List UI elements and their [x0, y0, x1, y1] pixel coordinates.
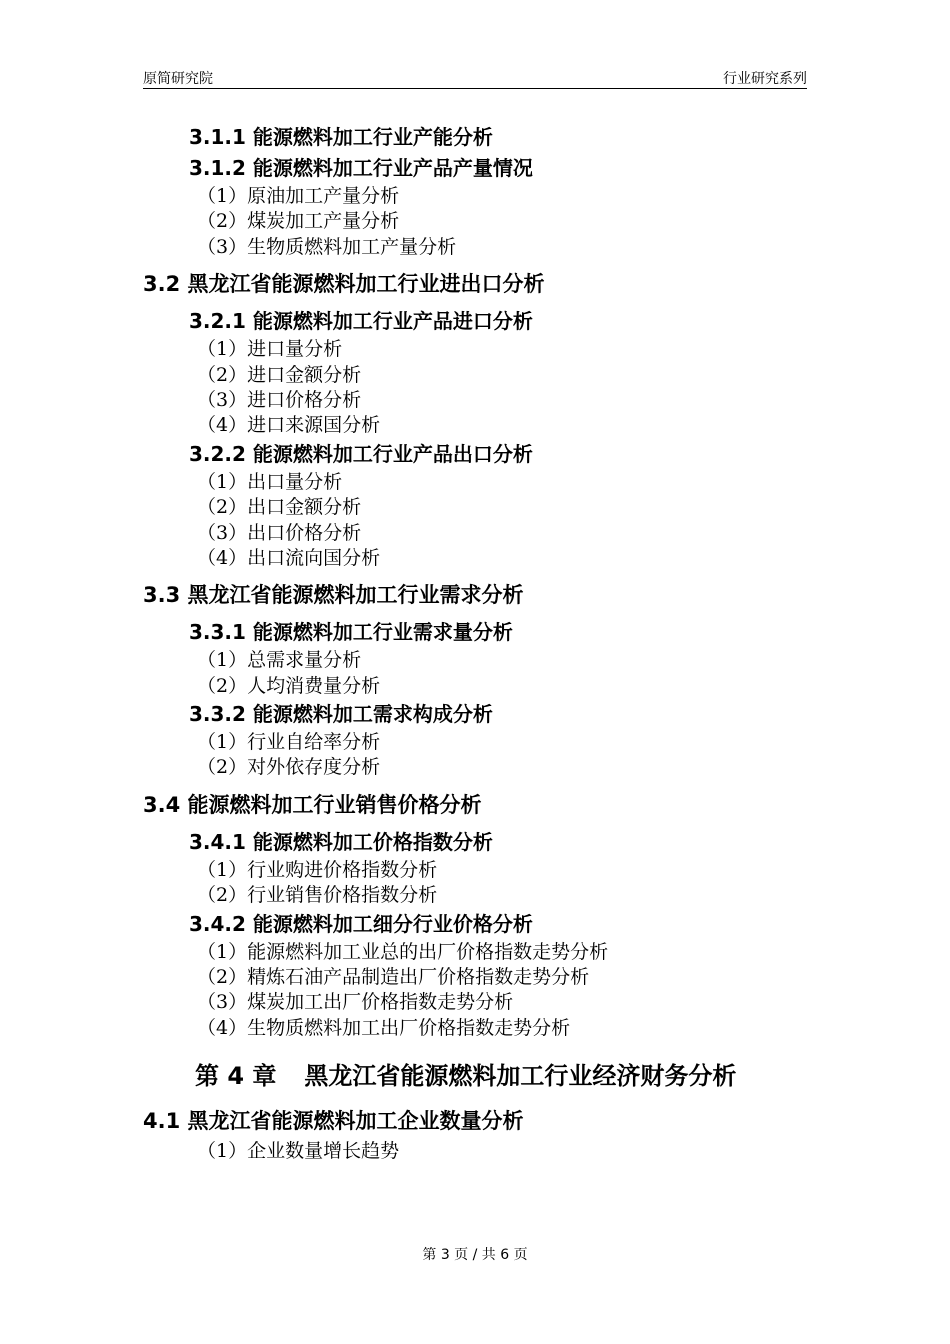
toc-item: （1）能源燃料加工业总的出厂价格指数走势分析 — [197, 940, 609, 963]
toc-subsection: 3.2.1 能源燃料加工行业产品进口分析 — [189, 309, 533, 334]
toc-item: （2）煤炭加工产量分析 — [197, 210, 400, 233]
toc-item: （2）对外依存度分析 — [197, 756, 381, 779]
toc-subsection: 3.3.2 能源燃料加工需求构成分析 — [189, 702, 493, 727]
toc-item: （3）生物质燃料加工产量分析 — [197, 235, 457, 258]
chapter-title: 黑龙江省能源燃料加工行业经济财务分析 — [304, 1062, 737, 1091]
toc-item: （2）精炼石油产品制造出厂价格指数走势分析 — [197, 966, 590, 989]
header-org: 原简研究院 — [143, 71, 213, 87]
toc-content — [143, 122, 807, 1165]
toc-section: 3.3 黑龙江省能源燃料加工行业需求分析 — [143, 583, 524, 608]
toc-item: （2）出口金额分析 — [197, 496, 362, 519]
toc-subsection: 3.2.2 能源燃料加工行业产品出口分析 — [189, 441, 533, 466]
toc-subsection: 3.4.1 能源燃料加工价格指数分析 — [189, 829, 493, 854]
toc-subsection: 3.4.2 能源燃料加工细分行业价格分析 — [189, 911, 533, 936]
page-header — [143, 66, 807, 89]
toc-item: （1）总需求量分析 — [197, 649, 362, 672]
header-series: 行业研究系列 — [723, 71, 807, 87]
page-footer: 第 3 页 / 共 6 页 — [422, 1247, 528, 1263]
toc-section: 3.4 能源燃料加工行业销售价格分析 — [143, 792, 482, 817]
toc-subsection: 3.3.1 能源燃料加工行业需求量分析 — [189, 620, 513, 645]
toc-item: （2）人均消费量分析 — [197, 674, 381, 697]
toc-item: （3）进口价格分析 — [197, 388, 362, 411]
toc-subsection: 3.1.2 能源燃料加工行业产品产量情况 — [189, 156, 533, 180]
toc-section: 3.2 黑龙江省能源燃料加工行业进出口分析 — [143, 272, 545, 297]
toc-item: （1）进口量分析 — [197, 338, 343, 361]
toc-item: （4）进口来源国分析 — [197, 414, 381, 437]
toc-item: （1）行业自给率分析 — [197, 731, 381, 754]
toc-item: （1）原油加工产量分析 — [197, 185, 400, 207]
chapter-number: 第 4 章 — [195, 1062, 277, 1091]
toc-item: （1）出口量分析 — [197, 470, 343, 493]
toc-item: （2）行业销售价格指数分析 — [197, 884, 438, 907]
toc-item: （3）出口价格分析 — [197, 521, 362, 544]
toc-item: （4）出口流向国分析 — [197, 546, 381, 569]
toc-item: （4）生物质燃料加工出厂价格指数走势分析 — [197, 1016, 571, 1039]
toc-item: （1）行业购进价格指数分析 — [197, 858, 438, 881]
toc-item: （3）煤炭加工出厂价格指数走势分析 — [197, 991, 514, 1014]
toc-item: （1）企业数量增长趋势 — [197, 1140, 400, 1163]
toc-subsection: 3.1.1 能源燃料加工行业产能分析 — [189, 125, 493, 149]
toc-chapter — [195, 1047, 807, 1097]
toc-section: 4.1 黑龙江省能源燃料加工企业数量分析 — [143, 1109, 524, 1134]
toc-item: （2）进口金额分析 — [197, 363, 362, 386]
